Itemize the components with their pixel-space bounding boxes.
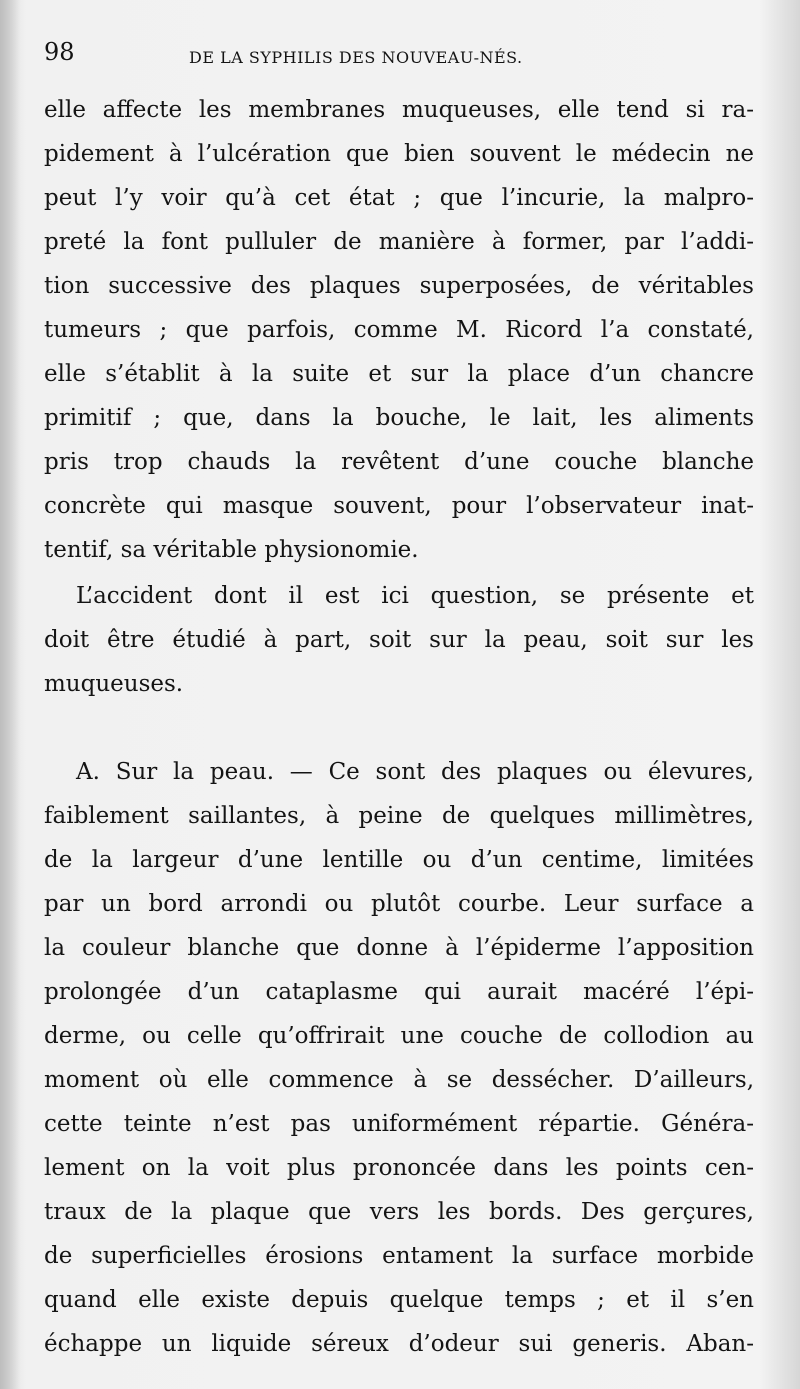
- text-line: preté la font pulluler de manière à former, par l’addi-: [44, 229, 754, 255]
- text-line: peut l’y voir qu’à cet état ; que l’incurie, la malpro-: [44, 185, 754, 211]
- text-line: prolongée d’un cataplasme qui aurait macéré l’épi-: [44, 979, 754, 1005]
- text-line: échappe un liquide séreux d’odeur sui generis. Aban-: [44, 1331, 754, 1357]
- running-title: DE LA SYPHILIS DES NOUVEAU-NÉS.: [189, 48, 523, 67]
- paragraph-line: L’accident dont il est ici question, se présente et: [76, 583, 754, 609]
- text-line: doit être étudié à part, soit sur la peau, soit sur les: [44, 627, 754, 653]
- text-line: lement on la voit plus prononcée dans les points cen-: [44, 1155, 754, 1181]
- text-line: elle affecte les membranes muqueuses, elle tend si ra-: [44, 97, 754, 123]
- page-shadow: [0, 0, 20, 1389]
- text-line: muqueuses.: [44, 671, 184, 697]
- text-line: faiblement saillantes, à peine de quelques millimètres,: [44, 803, 754, 829]
- text-line: quand elle existe depuis quelque temps ; et il s’en: [44, 1287, 754, 1313]
- text-line: pidement à l’ulcération que bien souvent le médecin ne: [44, 141, 754, 167]
- text-line: primitif ; que, dans la bouche, le lait, les aliments: [44, 405, 754, 431]
- text-line: de superficielles érosions entament la surface morbide: [44, 1243, 754, 1269]
- running-head: [44, 38, 764, 78]
- text-line: elle s’établit à la suite et sur la place d’un chancre: [44, 361, 754, 387]
- text-line: traux de la plaque que vers les bords. Des gerçures,: [44, 1199, 754, 1225]
- text-line: moment où elle commence à se dessécher. D’ailleurs,: [44, 1067, 754, 1093]
- page-number: 98: [44, 38, 75, 66]
- text-line: pris trop chauds la revêtent d’une couche blanche: [44, 449, 754, 475]
- text-line: tion successive des plaques superposées, de véritables: [44, 273, 754, 299]
- section-heading-line: A. Sur la peau. — Ce sont des plaques ou élevures,: [76, 759, 754, 785]
- text-line: derme, ou celle qu’offrirait une couche de collodion au: [44, 1023, 754, 1049]
- page-text: [44, 88, 764, 1383]
- text-line: par un bord arrondi ou plutôt courbe. Leur surface a: [44, 891, 754, 917]
- text-line: cette teinte n’est pas uniformément répartie. Généra-: [44, 1111, 754, 1137]
- text-line: tentif, sa véritable physionomie.: [44, 537, 419, 563]
- text-line: de la largeur d’une lentille ou d’un centime, limitées: [44, 847, 754, 873]
- text-line: tumeurs ; que parfois, comme M. Ricord l’a constaté,: [44, 317, 754, 343]
- text-line: la couleur blanche que donne à l’épiderme l’apposition: [44, 935, 754, 961]
- text-line: concrète qui masque souvent, pour l’observateur inat-: [44, 493, 754, 519]
